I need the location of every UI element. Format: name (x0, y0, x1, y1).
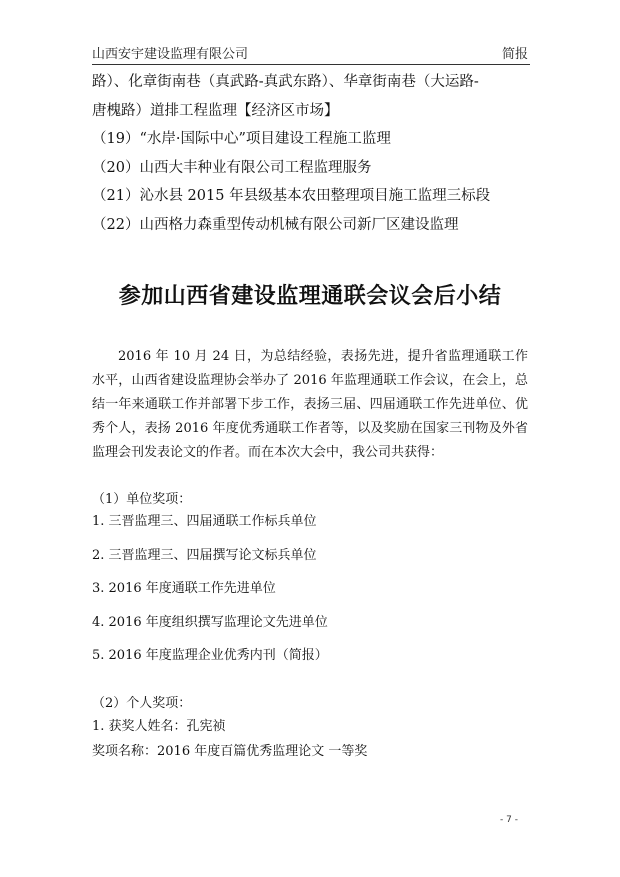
unit-award-item: 2. 三晋监理三、四届撰写论文标兵单位 (92, 547, 317, 563)
header-document-type: 简报 (501, 47, 528, 62)
page-number: - 7 - (500, 815, 518, 825)
award-winner-name: 1. 获奖人姓名：孔宪祯 (92, 719, 226, 734)
header-company-name: 山西安宇建设监理有限公司 (92, 47, 249, 62)
project-list-item: 唐槐路）道排工程监理【经济区市场】 (92, 102, 339, 119)
project-list-item: （21）沁水县 2015 年县级基本农田整理项目施工监理三标段 (92, 188, 491, 204)
unit-awards-heading: （1）单位奖项： (92, 492, 192, 507)
page-header (92, 40, 530, 65)
unit-award-item: 3. 2016 年度通联工作先进单位 (92, 581, 276, 596)
unit-award-item: 1. 三晋监理三、四届通联工作标兵单位 (92, 514, 317, 529)
project-list-item: （20）山西大丰种业有限公司工程监理服务 (92, 159, 372, 176)
article-paragraph: 2016 年 10 月 24 日，为总结经验，表扬先进，提升省监理通联工作水平，山西省建设监理协会举办了 2016 年监理通联工作会议，在会上，总结一年来通联工作并部署下步工作，表扬三届、四届通联工作先进单位、优秀个人，表扬 2016 年度优秀通联工作者等，以及奖励在国家三刊物及外省监理会刊发表论文的作者。而在本次大会中，我公司共获得： (92, 349, 528, 460)
project-list-item: （19）“水岸·国际中心”项目建设工程施工监理 (92, 131, 391, 147)
unit-award-item: 4. 2016 年度组织撰写监理论文先进单位 (92, 614, 328, 630)
project-list (92, 68, 532, 239)
project-list-item: 路）、化章街南巷（真武路-真武东路）、华章街南巷（大运路- (92, 74, 479, 90)
unit-award-item: 5. 2016 年度监理企业优秀内刊（简报） (92, 648, 328, 663)
project-list-item: （22）山西格力森重型传动机械有限公司新厂区建设监理 (92, 216, 459, 233)
article-title: 参加山西省建设监理通联会议会后小结 (118, 284, 502, 309)
personal-awards-heading: （2）个人奖项： (92, 696, 192, 711)
award-name: 奖项名称：2016 年度百篇优秀监理论文 一等奖 (92, 744, 368, 759)
unit-awards-list (92, 512, 328, 680)
